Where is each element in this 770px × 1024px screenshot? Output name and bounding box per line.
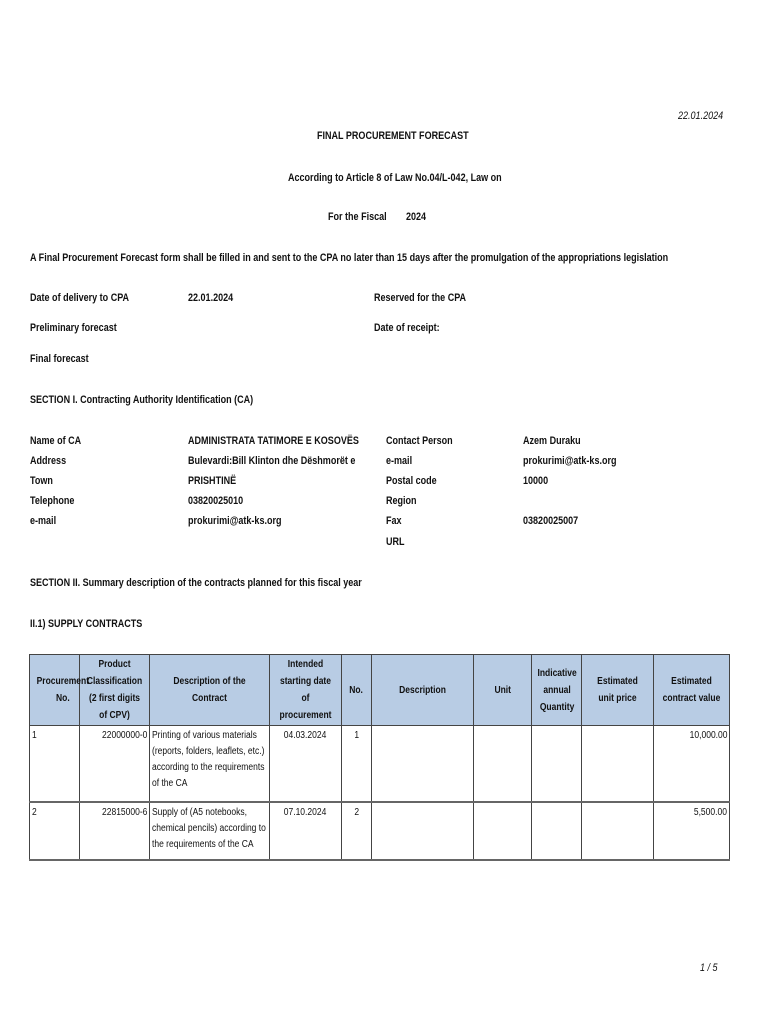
- section-1-title: SECTION I. Contracting Authority Identification (CA): [30, 394, 254, 406]
- header-procurement-no: Procurement No.: [30, 655, 80, 726]
- address-label: Address: [30, 455, 67, 467]
- contact-email-label: e-mail: [386, 455, 413, 467]
- table-row: [30, 726, 730, 802]
- cell-description: [372, 802, 474, 860]
- delivery-value: 22.01.2024: [188, 292, 234, 304]
- contact-label: Contact Person: [386, 435, 453, 447]
- cell-contract-value: 5,500.00: [654, 802, 730, 860]
- contact-email-value: prokurimi@atk-ks.org: [523, 455, 617, 467]
- header-contract-value: Estimated contract value: [654, 655, 730, 726]
- email-label: e-mail: [30, 515, 57, 527]
- fax-value: 03820025007: [523, 515, 579, 527]
- table-header-row: [30, 655, 730, 726]
- cell-cpv: 22815000-6: [80, 802, 150, 860]
- cell-start-date: 07.10.2024: [270, 802, 342, 860]
- fax-label: Fax: [386, 515, 402, 527]
- cell-cpv: 22000000-0: [80, 726, 150, 802]
- table-row: [30, 802, 730, 860]
- section-2-title: SECTION II. Summary description of the contracts planned for this fiscal year: [30, 577, 362, 589]
- header-cpv: Product Classification (2 first digits of CPV): [80, 655, 150, 726]
- cell-unit: [474, 802, 532, 860]
- ca-name: ADMINISTRATA TATIMORE E KOSOVËS: [188, 435, 359, 447]
- town-label: Town: [30, 475, 53, 487]
- supply-contracts-table: [29, 654, 730, 861]
- preliminary-label: Preliminary forecast: [30, 322, 117, 334]
- header-unit-price: Estimated unit price: [582, 655, 654, 726]
- cell-unit-price: [582, 802, 654, 860]
- region-label: Region: [386, 495, 417, 507]
- cell-contract-description: Supply of (A5 notebooks, chemical pencils) according to the requirements of the CA: [150, 802, 270, 860]
- article-reference: According to Article 8 of Law No.04/L-042, Law on: [288, 172, 502, 184]
- cell-quantity: [532, 802, 582, 860]
- contact-value: Azem Duraku: [523, 435, 581, 447]
- cell-quantity: [532, 726, 582, 802]
- cell-no: 1: [342, 726, 372, 802]
- header-description: Description: [372, 655, 474, 726]
- delivery-label: Date of delivery to CPA: [30, 292, 130, 304]
- cell-no: 2: [342, 802, 372, 860]
- address-value: Bulevardi:Bill Klinton dhe Dëshmorët e: [188, 455, 356, 467]
- header-start-date: Intended starting date of procurement: [270, 655, 342, 726]
- town-value: PRISHTINË: [188, 475, 237, 487]
- ca-name-label: Name of CA: [30, 435, 82, 447]
- header-contract-description: Description of the Contract: [150, 655, 270, 726]
- page-number: 1 / 5: [700, 962, 718, 974]
- cell-start-date: 04.03.2024: [270, 726, 342, 802]
- header-no: No.: [342, 655, 372, 726]
- postal-label: Postal code: [386, 475, 437, 487]
- cell-contract-value: 10,000.00: [654, 726, 730, 802]
- supply-contracts-title: II.1) SUPPLY CONTRACTS: [30, 618, 143, 630]
- telephone-label: Telephone: [30, 495, 75, 507]
- cell-unit: [474, 726, 532, 802]
- url-label: URL: [386, 536, 405, 548]
- fiscal-year: 2024: [406, 211, 427, 223]
- fiscal-label: For the Fiscal: [328, 211, 387, 223]
- final-label: Final forecast: [30, 353, 89, 365]
- receipt-label: Date of receipt:: [374, 322, 440, 334]
- postal-value: 10000: [523, 475, 549, 487]
- header-unit: Unit: [474, 655, 532, 726]
- cell-procurement-no: 1: [30, 726, 80, 802]
- reserved-label: Reserved for the CPA: [374, 292, 467, 304]
- cell-unit-price: [582, 726, 654, 802]
- instruction-text: A Final Procurement Forecast form shall be filled in and sent to the CPA no later than 15 days after the promulgation of the appropriations legislation: [30, 252, 669, 264]
- cell-contract-description: Printing of various materials (reports, folders, leaflets, etc.) according to the requirements of the CA: [150, 726, 270, 802]
- telephone-value: 03820025010: [188, 495, 244, 507]
- cell-description: [372, 726, 474, 802]
- page-title: FINAL PROCUREMENT FORECAST: [317, 130, 469, 142]
- document-date: 22.01.2024: [678, 110, 724, 122]
- email-value: prokurimi@atk-ks.org: [188, 515, 282, 527]
- header-quantity: Indicative annual Quantity: [532, 655, 582, 726]
- cell-procurement-no: 2: [30, 802, 80, 860]
